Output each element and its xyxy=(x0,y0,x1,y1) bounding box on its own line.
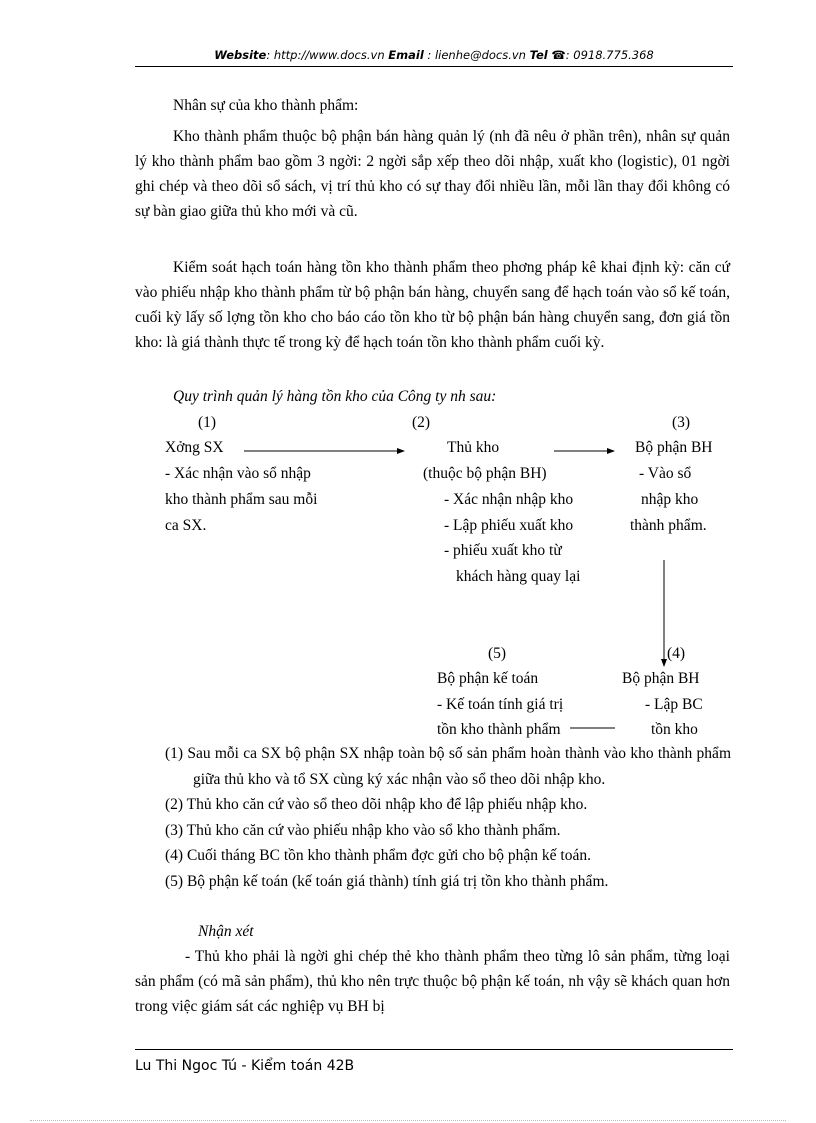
node5-line: - Kế toán tính giá trị xyxy=(437,696,564,713)
node-number-1: (1) xyxy=(198,414,217,431)
node3-line: - Vào sổ xyxy=(639,465,692,482)
node-number-3: (3) xyxy=(672,414,691,431)
node-number-2: (2) xyxy=(412,414,431,431)
list-item: (3) Thủ kho căn cứ vào phiếu nhập kho vào sổ kho thành phẩm. xyxy=(165,821,561,839)
staff-heading: Nhân sự của kho thành phẩm: xyxy=(173,97,359,114)
node5-title: Bộ phận kế toán xyxy=(437,670,539,687)
node4-title: Bộ phận BH xyxy=(622,670,700,687)
node2-title: Thủ kho xyxy=(447,439,500,456)
node1-line: ca SX. xyxy=(165,517,207,534)
node-number-4: (4) xyxy=(667,645,686,662)
list-item: (2) Thủ kho căn cứ vào sổ theo dõi nhập kho để lập phiếu nhập kho. xyxy=(165,796,588,813)
node2-line: khách hàng quay lại xyxy=(456,568,581,585)
node-number-5: (5) xyxy=(488,645,507,662)
step-list xyxy=(165,741,731,894)
remark-text: - Thủ kho phải là ngời ghi chép thẻ kho thành phẩm theo từng lô sản phẩm, từng loại sản phẩm (có mã sản phẩm), thủ kho nên trực thuộc bộ phận kế toán, nh vậy sẽ khách quan hơn trong việc giám sát các nghiệp vụ BH bị xyxy=(135,948,730,1015)
node2-line: - Lập phiếu xuất kho xyxy=(444,517,574,534)
paragraph-staff: Kho thành phẩm thuộc bộ phận bán hàng quản lý (nh đã nêu ở phần trên), nhân sự quản lý kho thành phẩm bao gồm 3 ngời: 2 ngời sắp xếp theo dõi nhập, xuất kho (logistic), 01 ngời ghi chép và theo dõi sổ sách, vị trí thủ kho có sự thay đổi nhiều lần, mỗi lần thay đổi không có sự bàn giao giữa thủ kho mới và cũ. xyxy=(135,128,730,220)
node3-title: Bộ phận BH xyxy=(635,439,713,456)
process-title: Quy trình quản lý hàng tồn kho của Công ty nh sau: xyxy=(173,388,497,405)
node2-line: - Xác nhận nhập kho xyxy=(444,491,574,508)
node1-title: Xởng SX xyxy=(165,439,224,456)
footer-rule xyxy=(135,1049,733,1050)
tel-label: Tel xyxy=(529,48,548,62)
node1-line: kho thành phẩm sau mỗi xyxy=(165,491,318,508)
website-url[interactable]: : http://www.docs.vn xyxy=(266,48,385,62)
phone-icon: ☎ xyxy=(551,48,566,62)
tel-value: : 0918.775.368 xyxy=(565,48,654,62)
remark-title: Nhận xét xyxy=(198,923,254,940)
list-item: (5) Bộ phận kế toán (kế toán giá thành) tính giá trị tồn kho thành phẩm. xyxy=(165,872,609,890)
footer-author: Lu Thi Ngoc Tú - Kiểm toán 42B xyxy=(135,1058,355,1074)
node2-line: - phiếu xuất kho từ xyxy=(444,542,562,559)
node4-line: - Lập BC xyxy=(645,696,703,713)
page-bottom-border xyxy=(30,1120,786,1121)
node2-line: (thuộc bộ phận BH) xyxy=(423,465,547,482)
node3-line: thành phẩm. xyxy=(630,517,707,534)
paragraph-control: Kiểm soát hạch toán hàng tồn kho thành phẩm theo phơng pháp kê khai định kỳ: căn cứ vào phiếu nhập kho thành phẩm từ bộ phận bán hàng, chuyển sang để hạch toán vào sổ kế toán, cuối kỳ lấy số lợng tồn kho cho báo cáo tồn kho từ bộ phận bán hàng chuyển sang, đơn giá tồn kho: là giá thành thực tế trong kỳ để hạch toán tồn kho thành phẩm cuối kỳ. xyxy=(135,259,730,351)
email-value[interactable]: : lienhe@docs.vn xyxy=(427,48,526,62)
list-item: (1) Sau mỗi ca SX bộ phận SX nhập toàn bộ số sản phẩm hoàn thành vào kho thành phẩm giữa thủ kho và tổ SX cùng ký xác nhận vào sổ theo dõi nhập kho. xyxy=(165,745,731,788)
website-label: Website xyxy=(214,48,267,62)
node4-line: tồn kho xyxy=(651,721,698,738)
node1-line: - Xác nhận vào sổ nhập xyxy=(165,465,311,482)
email-label: Email xyxy=(388,48,424,62)
node5-line: tồn kho thành phẩm xyxy=(437,721,561,738)
node3-line: nhập kho xyxy=(641,491,699,508)
list-item: (4) Cuối tháng BC tồn kho thành phẩm đợc gửi cho bộ phận kế toán. xyxy=(165,847,591,864)
